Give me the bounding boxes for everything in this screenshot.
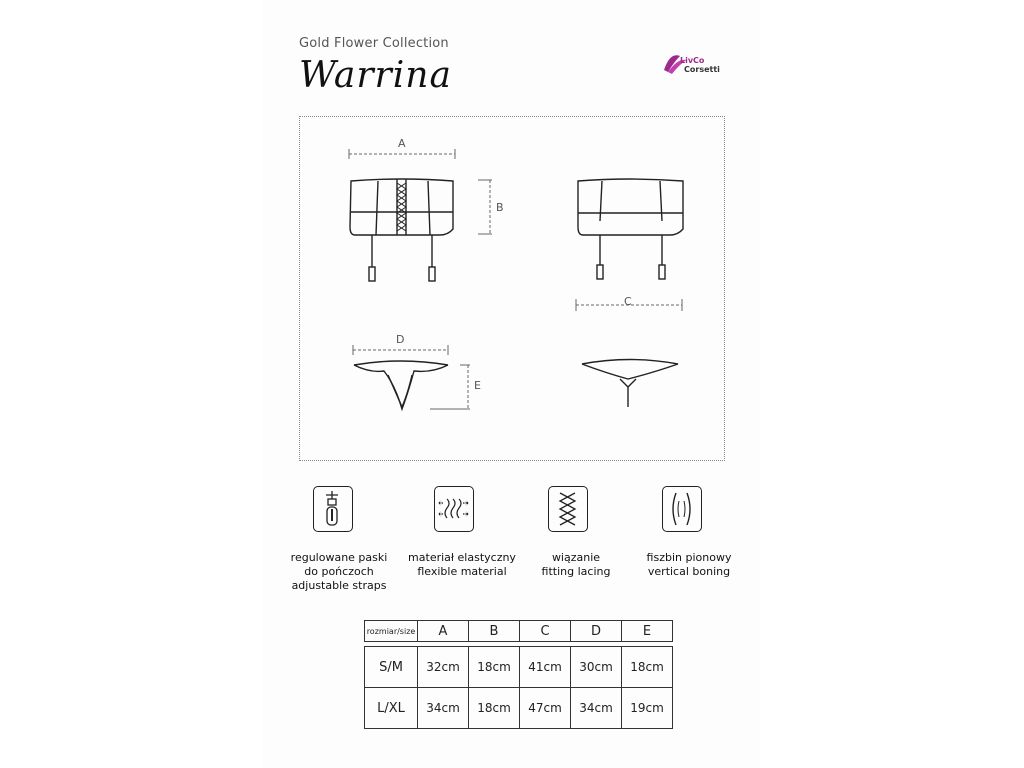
table-cell: 32cm [418, 647, 469, 688]
stretch-arrows-icon [435, 487, 472, 530]
table-cell: 19cm [622, 688, 673, 729]
feature-label-pl-1: regulowane paski [290, 551, 388, 564]
lacing-icon [549, 487, 586, 530]
column-header-b: B [469, 621, 520, 642]
fitting-lacing-icon [548, 486, 588, 532]
size-label: L/XL [365, 688, 418, 729]
garter-belt-front-drawing [350, 179, 453, 281]
adjustable-straps-icon [313, 486, 353, 532]
brand-logo [660, 50, 722, 76]
feature-label-pl: fiszbin pionowy [646, 551, 732, 564]
column-header-c: C [520, 621, 571, 642]
dimension-label-b: B [496, 201, 504, 214]
feature-label-en: fitting lacing [541, 565, 611, 578]
table-row [365, 688, 673, 729]
column-header-e: E [622, 621, 673, 642]
flexible-material-icon [434, 486, 474, 532]
size-table-corner: rozmiar/size [365, 621, 418, 642]
feature-label-en: vertical boning [647, 565, 731, 578]
dimension-label-a: A [398, 137, 406, 150]
column-header-d: D [571, 621, 622, 642]
feature-adjustable-straps [269, 551, 409, 593]
table-cell: 18cm [469, 688, 520, 729]
logo-text-bottom: Corsetti [684, 65, 720, 74]
dimension-label-d: D [396, 333, 405, 346]
table-cell: 18cm [622, 647, 673, 688]
vertical-boning-icon [662, 486, 702, 532]
thong-back-drawing [582, 360, 678, 408]
dimension-label-e: E [474, 379, 481, 392]
garment-drawings [300, 117, 726, 462]
feature-label-pl: wiązanie [551, 551, 601, 564]
table-cell: 47cm [520, 688, 571, 729]
table-cell: 34cm [571, 688, 622, 729]
size-label: S/M [365, 647, 418, 688]
size-table [364, 620, 673, 729]
feature-label-en: adjustable straps [291, 579, 387, 592]
table-cell: 41cm [520, 647, 571, 688]
garter-belt-back-drawing [578, 179, 683, 279]
collection-title: Gold Flower Collection [299, 36, 449, 51]
table-cell: 34cm [418, 688, 469, 729]
column-header-a: A [418, 621, 469, 642]
table-cell: 30cm [571, 647, 622, 688]
strap-clip-icon [314, 487, 351, 530]
table-row [365, 647, 673, 688]
feature-vertical-boning [619, 551, 759, 579]
technical-diagram [299, 116, 725, 461]
boning-icon [663, 487, 700, 530]
dimension-label-c: C [624, 295, 632, 308]
feature-label-pl-2: do pończoch [304, 565, 374, 578]
feature-label-pl: materiał elastyczny [408, 551, 516, 564]
table-cell: 18cm [469, 647, 520, 688]
feature-label-en: flexible material [417, 565, 507, 578]
size-table-header [365, 621, 673, 642]
logo-text-top: LivCo [680, 56, 705, 65]
product-name: Warrina [299, 55, 452, 96]
thong-front-drawing [354, 361, 448, 409]
